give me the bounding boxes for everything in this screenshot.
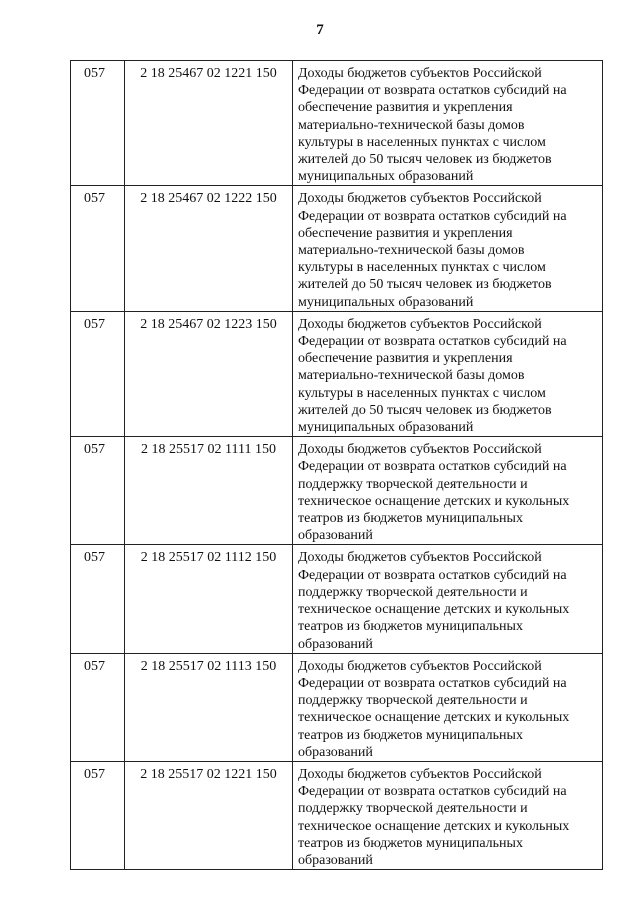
description-line: театров из бюджетов муниципальных	[298, 835, 523, 851]
description-line: культуры в населенных пунктах с числом	[298, 134, 546, 150]
budget-code-cell: 2 18 25517 02 1112 150	[125, 545, 293, 653]
page-number: 7	[316, 22, 324, 38]
description-cell	[293, 545, 603, 653]
description-line: Федерации от возврата остатков субсидий на	[298, 459, 567, 475]
description-line: Доходы бюджетов субъектов Российской	[298, 191, 542, 207]
description-line: техническое оснащение детских и кукольных	[298, 602, 570, 618]
table-row	[71, 761, 603, 869]
budget-code-cell: 2 18 25467 02 1221 150	[125, 61, 293, 186]
description-line: Федерации от возврата остатков субсидий на	[298, 83, 567, 99]
description-line: Федерации от возврата остатков субсидий на	[298, 675, 567, 691]
description-line: муниципальных образований	[298, 420, 474, 436]
table-row	[71, 545, 603, 653]
description-cell	[293, 437, 603, 545]
description-line: театров из бюджетов муниципальных	[298, 511, 523, 527]
revenue-codes-table	[70, 60, 603, 870]
description-line: муниципальных образований	[298, 294, 474, 310]
description-line: Федерации от возврата остатков субсидий на	[298, 208, 567, 224]
description-line: Доходы бюджетов субъектов Российской	[298, 550, 542, 566]
description-line: материально-технической базы домов	[298, 243, 525, 259]
description-line: жителей до 50 тысяч человек из бюджетов	[298, 152, 552, 168]
admin-code-cell: 057	[71, 653, 125, 761]
admin-code-cell: 057	[71, 545, 125, 653]
description-line: обеспечение развития и укрепления	[298, 100, 513, 116]
budget-code-cell: 2 18 25517 02 1111 150	[125, 437, 293, 545]
description-line: поддержку творческой деятельности и	[298, 693, 528, 709]
admin-code-cell: 057	[71, 761, 125, 869]
table-row	[71, 61, 603, 186]
description-line: жителей до 50 тысяч человек из бюджетов	[298, 277, 552, 293]
description-cell	[293, 61, 603, 186]
description-line: Доходы бюджетов субъектов Российской	[298, 442, 542, 458]
description-line: Доходы бюджетов субъектов Российской	[298, 316, 542, 332]
description-line: Федерации от возврата остатков субсидий на	[298, 784, 567, 800]
description-line: Доходы бюджетов субъектов Российской	[298, 766, 542, 782]
admin-code-cell: 057	[71, 437, 125, 545]
description-line: образований	[298, 528, 373, 544]
description-line: материально-технической базы домов	[298, 368, 525, 384]
description-line: театров из бюджетов муниципальных	[298, 619, 523, 635]
description-line: культуры в населенных пунктах с числом	[298, 385, 546, 401]
description-line: техническое оснащение детских и кукольных	[298, 710, 570, 726]
description-line: муниципальных образований	[298, 169, 474, 185]
description-cell	[293, 311, 603, 436]
table-row	[71, 311, 603, 436]
budget-code-cell: 2 18 25467 02 1222 150	[125, 186, 293, 311]
description-cell	[293, 186, 603, 311]
description-line: обеспечение развития и укрепления	[298, 351, 513, 367]
admin-code-cell: 057	[71, 186, 125, 311]
description-line: культуры в населенных пунктах с числом	[298, 260, 546, 276]
description-line: Федерации от возврата остатков субсидий на	[298, 567, 567, 583]
description-line: поддержку творческой деятельности и	[298, 584, 528, 600]
description-line: техническое оснащение детских и кукольных	[298, 493, 570, 509]
description-line: материально-технической базы домов	[298, 117, 525, 133]
table-row	[71, 186, 603, 311]
description-line: Доходы бюджетов субъектов Российской	[298, 658, 542, 674]
budget-code-cell: 2 18 25467 02 1223 150	[125, 311, 293, 436]
description-line: образований	[298, 852, 373, 868]
table-row	[71, 653, 603, 761]
description-line: техническое оснащение детских и кукольных	[298, 818, 570, 834]
description-line: образований	[298, 744, 373, 760]
description-line: поддержку творческой деятельности и	[298, 476, 528, 492]
description-cell	[293, 761, 603, 869]
description-line: жителей до 50 тысяч человек из бюджетов	[298, 402, 552, 418]
description-line: поддержку творческой деятельности и	[298, 801, 528, 817]
budget-code-cell: 2 18 25517 02 1113 150	[125, 653, 293, 761]
description-line: Доходы бюджетов субъектов Российской	[298, 66, 542, 81]
table-row	[71, 437, 603, 545]
description-cell	[293, 653, 603, 761]
admin-code-cell: 057	[71, 61, 125, 186]
description-line: театров из бюджетов муниципальных	[298, 727, 523, 743]
admin-code-cell: 057	[71, 311, 125, 436]
description-line: образований	[298, 636, 373, 652]
budget-code-cell: 2 18 25517 02 1221 150	[125, 761, 293, 869]
description-line: Федерации от возврата остатков субсидий на	[298, 334, 567, 350]
description-line: обеспечение развития и укрепления	[298, 225, 513, 241]
